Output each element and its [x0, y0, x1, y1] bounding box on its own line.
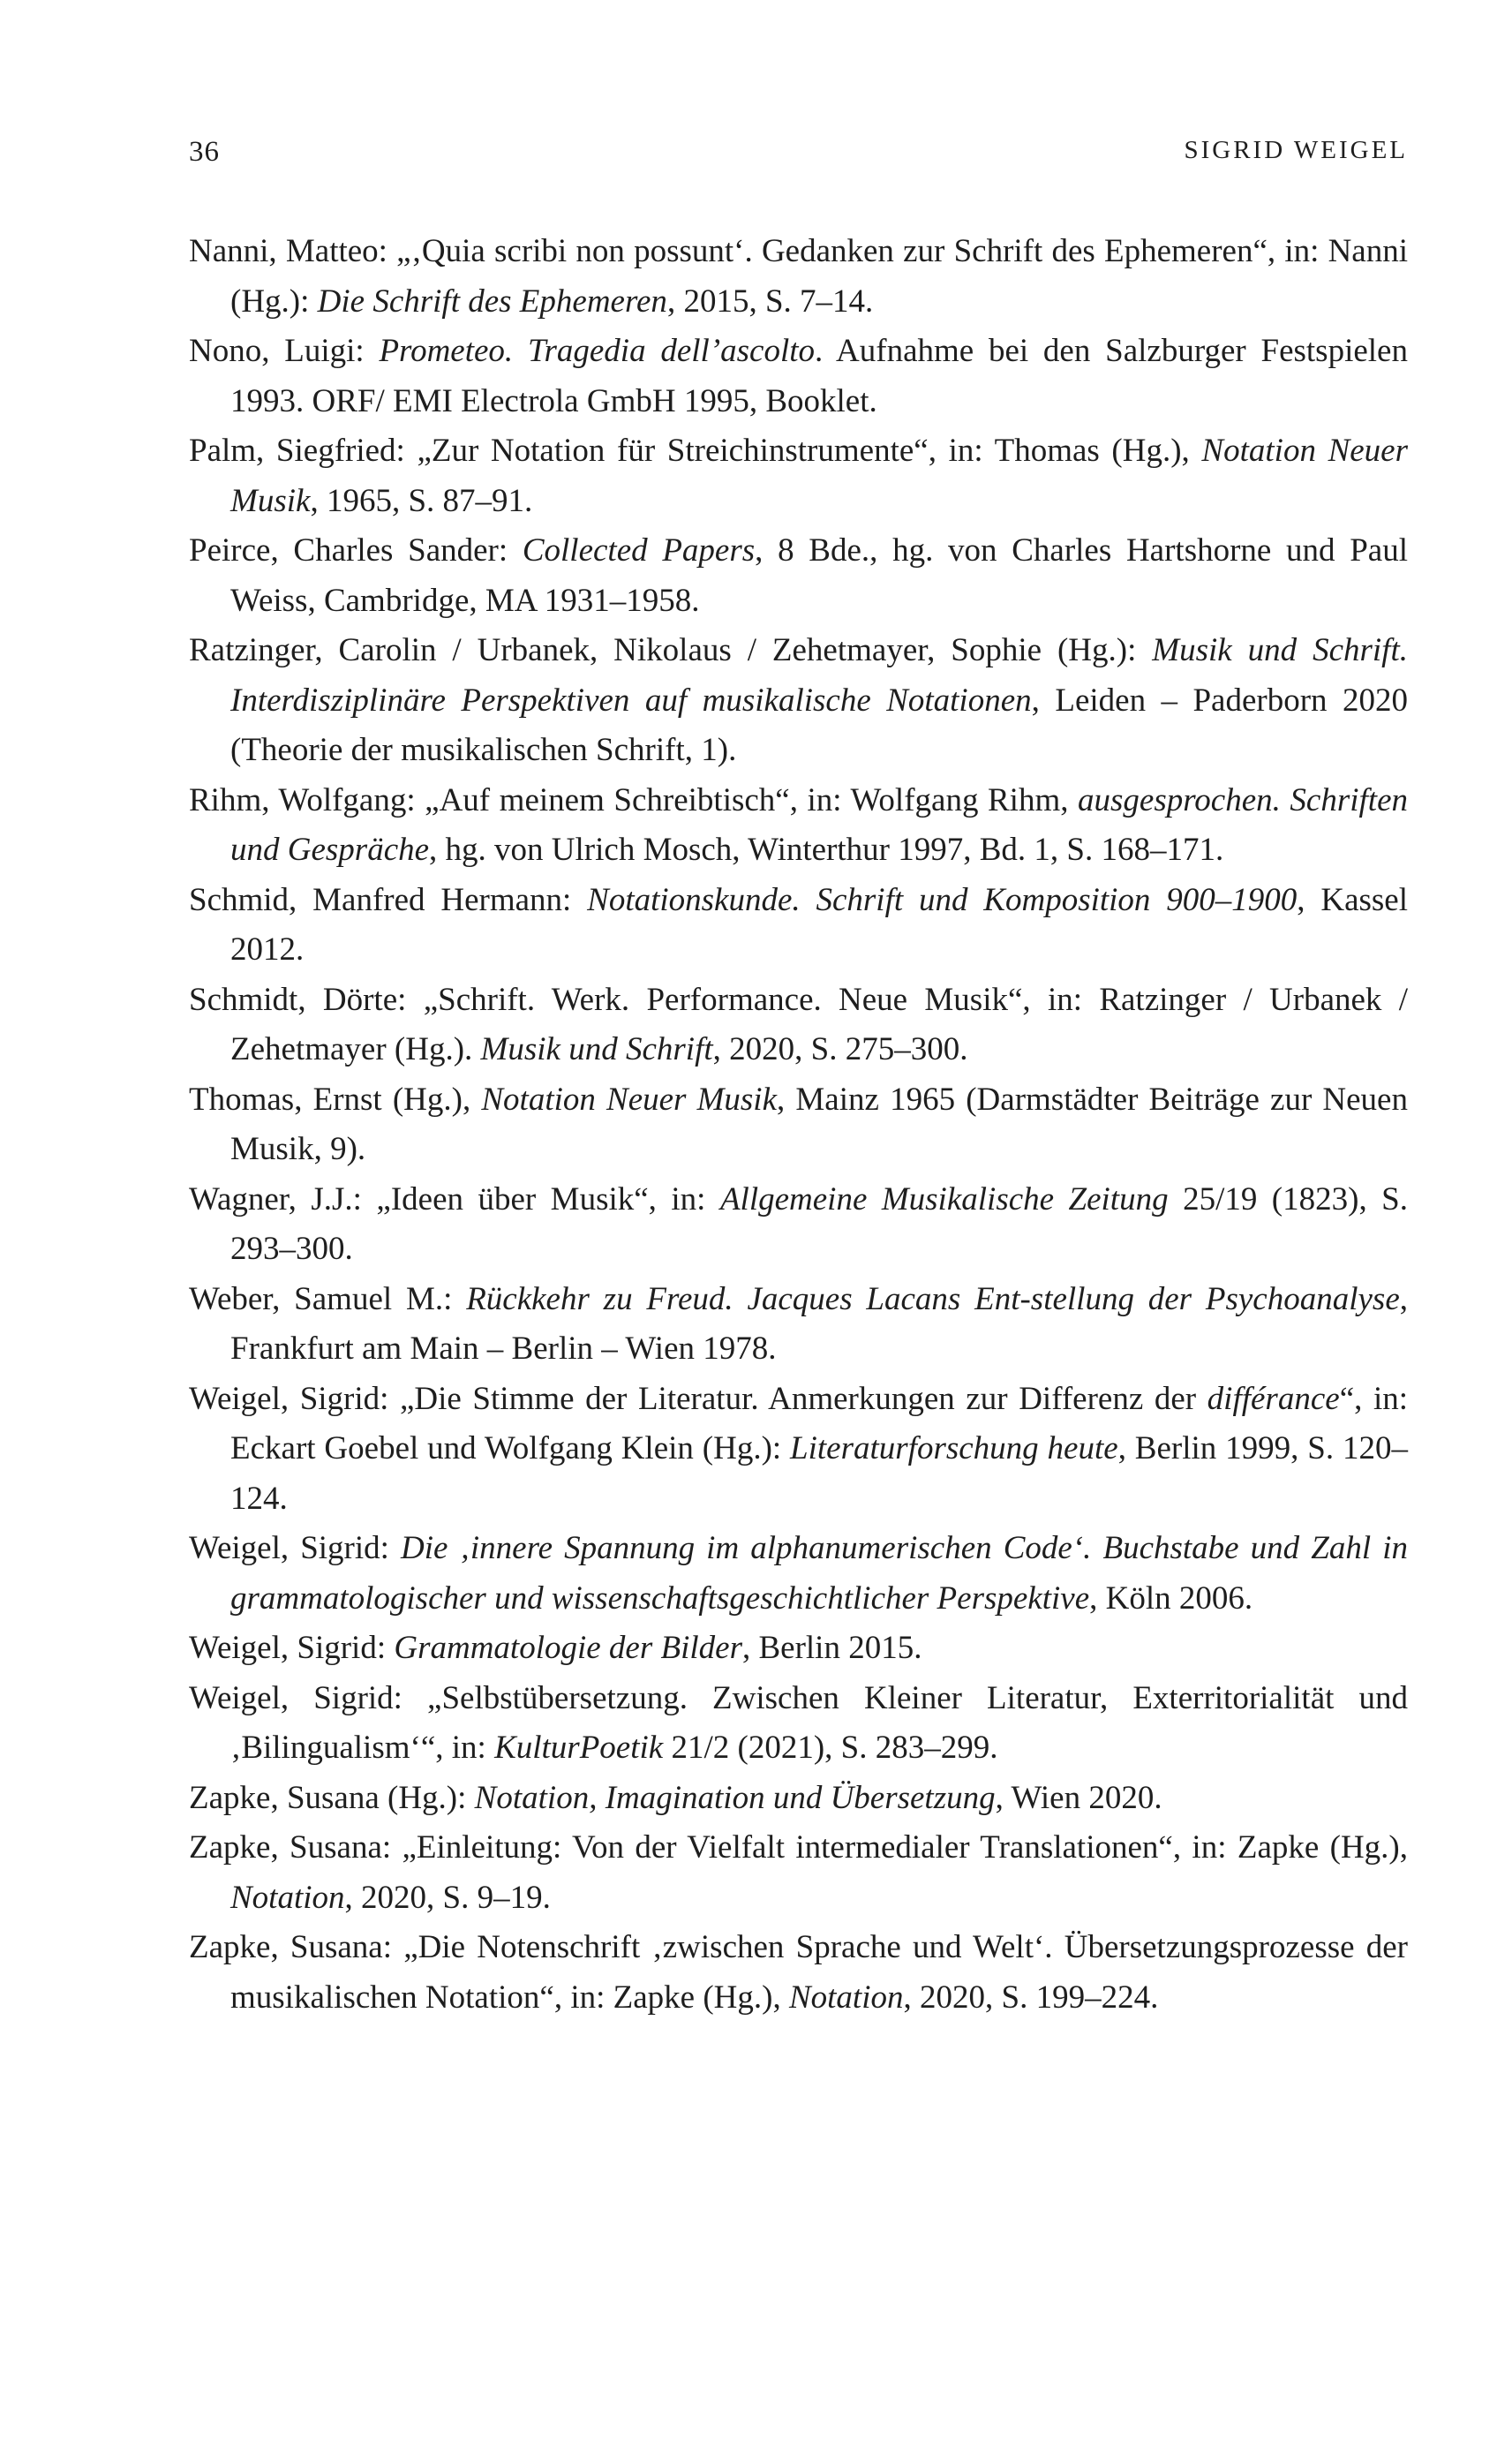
entry-text: , Berlin 2015.	[741, 1630, 922, 1666]
entry-text: 21/2 (2021), S. 283–299.	[663, 1730, 998, 1766]
entry-title-italic: Notation	[230, 1879, 345, 1916]
bibliography-entry	[189, 526, 1408, 626]
entry-text: , 2015, S. 7–14.	[666, 283, 874, 320]
bibliography-entry	[189, 1075, 1408, 1175]
bibliography-entry	[189, 1674, 1408, 1774]
entry-text: Rihm, Wolfgang: „Auf meinem Schreibtisch“, in: Wolfgang Rihm,	[189, 781, 1079, 818]
running-head: SIGRID WEIGEL	[1184, 136, 1408, 164]
entry-text: , Kassel 2012.	[230, 881, 1408, 968]
entry-text: Weigel, Sigrid: „Die Stimme der Literatur. Anmerkungen zur Differenz der	[189, 1380, 1207, 1417]
entry-text: , Mainz 1965 (Darmstädter Beiträge zur Neuen Musik, 9).	[230, 1081, 1408, 1167]
entry-text: , 2020, S. 275–300.	[712, 1031, 968, 1067]
bibliography-entry	[189, 876, 1408, 976]
entry-title-italic: ausgesprochen. Schriften und Gespräche	[230, 781, 1408, 868]
entry-text: Wagner, J.J.: „Ideen über Musik“, in:	[189, 1180, 720, 1217]
entry-title-italic: Allgemeine Musikalische Zeitung	[719, 1180, 1169, 1217]
entry-title-italic: différance	[1207, 1380, 1340, 1417]
entry-text: , 2020, S. 9–19.	[344, 1879, 551, 1916]
entry-title-italic: Die Schrift des Ephemeren	[317, 283, 667, 320]
bibliography-entry	[189, 976, 1408, 1075]
entry-text: , Wien 2020.	[995, 1779, 1162, 1816]
entry-text: . Aufnahme bei den Salzburger Festspielen 1993. ORF/ EMI Electrola GmbH 1995, Booklet.	[230, 333, 1408, 419]
entry-text: Weigel, Sigrid:	[189, 1630, 395, 1666]
entry-title-italic: Notation	[788, 1979, 904, 2016]
entry-text: “, in: Eckart Goebel und Wolfgang Klein (Hg.):	[230, 1380, 1408, 1466]
bibliography-entry	[189, 626, 1408, 776]
bibliography-entry	[189, 776, 1408, 876]
bibliography-entry	[189, 1275, 1408, 1375]
bibliography-entry	[189, 1175, 1408, 1275]
entry-text: Zapke, Susana: „Einleitung: Von der Vielfalt intermedialer Translationen“, in: Zapke (Hg.),	[189, 1829, 1408, 1866]
bibliography-entry	[189, 227, 1408, 327]
entry-title-italic: Notation Neuer Musik	[230, 433, 1408, 519]
entry-text: 25/19 (1823), S. 293–300.	[230, 1180, 1408, 1267]
bibliography-entry	[189, 1375, 1408, 1525]
entry-title-italic: Die ‚innere Spannung im alphanumerischen Code‘. Buchstabe und Zahl in grammatologischer und wissenschaftsgeschichtlicher Perspektive	[230, 1530, 1408, 1617]
entry-text: Thomas, Ernst (Hg.),	[189, 1081, 482, 1118]
bibliography-entry	[189, 1923, 1408, 2023]
bibliography-entry	[189, 426, 1408, 526]
entry-text: Zapke, Susana (Hg.):	[189, 1779, 475, 1816]
entry-title-italic: Prometeo. Tragedia dell’ascolto	[379, 333, 816, 369]
entry-title-italic: Rückkehr zu Freud. Jacques Lacans Ent-stellung der Psychoanalyse	[466, 1280, 1400, 1317]
entry-title-italic: Notation, Imagination und Übersetzung	[474, 1779, 996, 1816]
entry-text: , hg. von Ulrich Mosch, Winterthur 1997, Bd. 1, S. 168–171.	[429, 832, 1224, 868]
entry-text: , Leiden – Paderborn 2020 (Theorie der musikalischen Schrift, 1).	[230, 682, 1408, 768]
entry-title-italic: Notationskunde. Schrift und Komposition 900–1900	[587, 881, 1298, 918]
entry-text: Ratzinger, Carolin / Urbanek, Nikolaus / Zehetmayer, Sophie (Hg.):	[189, 632, 1153, 668]
entry-text: Nanni, Matteo: „‚Quia scribi non possunt‘. Gedanken zur Schrift des Ephemeren“, in: Nanni (Hg.):	[189, 233, 1408, 320]
bibliography-entry	[189, 1524, 1408, 1624]
entry-text: , Köln 2006.	[1089, 1579, 1253, 1617]
entry-text: Palm, Siegfried: „Zur Notation für Streichinstrumente“, in: Thomas (Hg.),	[189, 433, 1202, 469]
entry-text: Nono, Luigi:	[189, 333, 380, 369]
bibliography-entry	[189, 1624, 1408, 1674]
entry-text: Zapke, Susana: „Die Notenschrift ‚zwischen Sprache und Welt‘. Übersetzungsprozesse der musikalischen Notation“, in: Zapke (Hg.),	[189, 1929, 1408, 2016]
entry-title-italic: Collected Papers	[522, 532, 756, 569]
page-header	[189, 136, 1408, 180]
entry-text: Schmid, Manfred Hermann:	[189, 881, 588, 918]
bibliography-entry	[189, 327, 1408, 426]
entry-title-italic: Grammatologie der Bilder	[394, 1630, 742, 1666]
entry-text: , 1965, S. 87–91.	[310, 482, 533, 519]
entry-text: Weigel, Sigrid: „Selbstübersetzung. Zwischen Kleiner Literatur, Exterritorialität und ‚Bilingualism‘“, in:	[189, 1679, 1408, 1766]
entry-text: Schmidt, Dörte: „Schrift. Werk. Performance. Neue Musik“, in: Ratzinger / Urbanek / Zehetmayer (Hg.).	[189, 981, 1408, 1067]
entry-text: , 8 Bde., hg. von Charles Hartshorne und Paul Weiss, Cambridge, MA 1931–1958.	[230, 532, 1409, 619]
entry-title-italic: KulturPoetik	[494, 1730, 664, 1766]
entry-title-italic: Musik und Schrift	[480, 1031, 713, 1067]
entry-text: Peirce, Charles Sander:	[189, 532, 523, 569]
entry-text: Weber, Samuel M.:	[189, 1280, 467, 1317]
bibliography-entry	[189, 1823, 1408, 1923]
page-number: 36	[189, 136, 220, 168]
entry-text: , Berlin 1999, S. 120–124.	[230, 1430, 1408, 1517]
entry-title-italic: Musik und Schrift. Interdisziplinäre Perspektiven auf musikalische Notationen	[230, 632, 1408, 719]
entry-text: , Frankfurt am Main – Berlin – Wien 1978.	[230, 1280, 1408, 1367]
entry-text: Weigel, Sigrid:	[189, 1530, 402, 1566]
entry-text: , 2020, S. 199–224.	[903, 1979, 1159, 2016]
entry-title-italic: Notation Neuer Musik	[481, 1081, 778, 1118]
bibliography-list	[189, 227, 1408, 2023]
entry-title-italic: Literaturforschung heute	[790, 1430, 1118, 1466]
bibliography-entry	[189, 1774, 1408, 1824]
